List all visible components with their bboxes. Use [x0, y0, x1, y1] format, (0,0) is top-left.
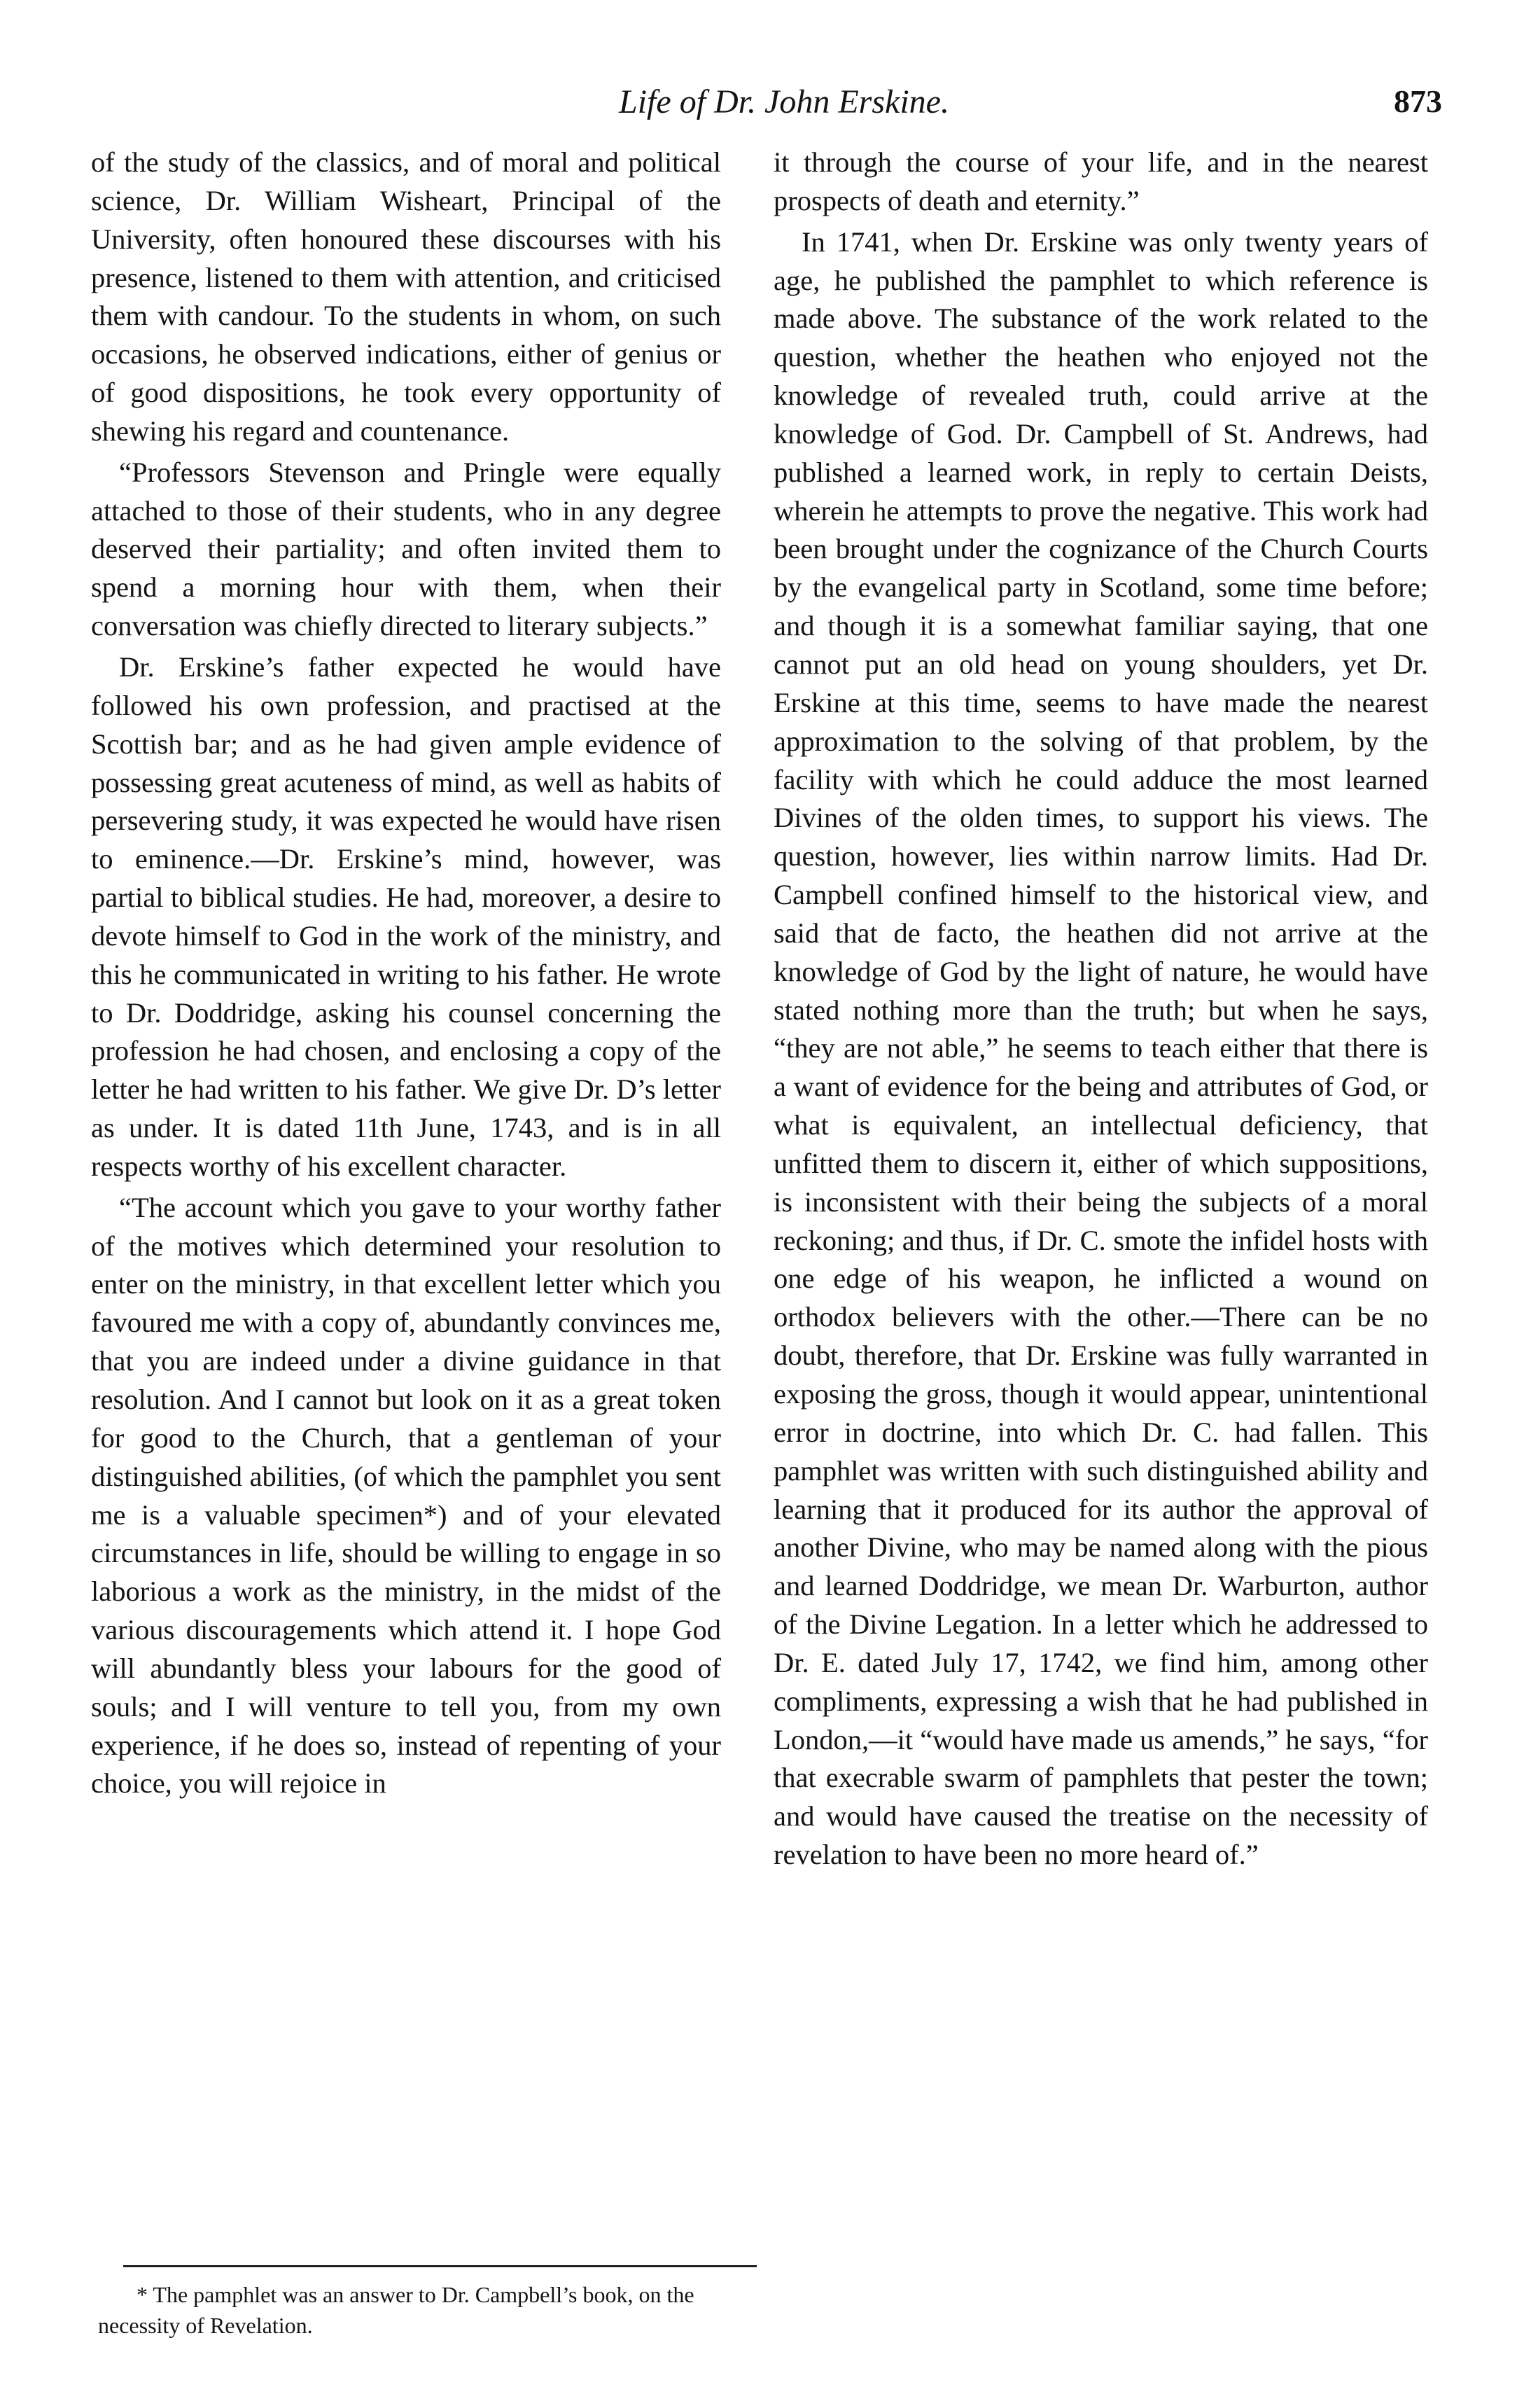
- paragraph: In 1741, when Dr. Erskine was only twenty years of age, he published the pamphlet to which reference is made above. The substance of the work related to the question, whether the heathen who enjoyed not the knowledge of revealed truth, could arrive at the knowledge of God. Dr. Campbell of St. Andrews, had published a learned work, in reply to certain Deists, wherein he attempts to prove the negative. This work had been brought under the cognizance of the Church Courts by the evangelical party in Scotland, some time before; and though it is a somewhat familiar saying, that one cannot put an old head on young shoulders, yet Dr. Erskine at this time, seems to have made the nearest approximation to the solving of that problem, by the facility with which he could adduce the most learned Divines of the olden times, to support his views. The question, however, lies within narrow limits. Had Dr. Campbell confined himself to the historical view, and said that de facto, the heathen did not arrive at the knowledge of God by the light of nature, he would have stated nothing more than the truth; but when he says, “they are not able,” he seems to teach either that there is a want of evidence for the being and attributes of God, or what is equivalent, an intellectual deficiency, that unfitted them to discern it, either of which suppositions, is inconsistent with their being the subjects of a moral reckoning; and thus, if Dr. C. smote the infidel hosts with one edge of his weapon, he inflicted a wound on orthodox believers with the other.—There can be no doubt, therefore, that Dr. Erskine was fully warranted in exposing the gross, though it would appear, unintentional error in doctrine, into which Dr. C. had fallen. This pamphlet was written with such distinguished ability and learning that it produced for its author the approval of another Divine, who may be named along with the pious and learned Doddridge, we mean Dr. Warburton, author of the Divine Legation. In a letter which he addressed to Dr. E. dated July 17, 1742, we find him, among other compliments, expressing a wish that he had published in London,—it “would have made us amends,” he says, “for that execrable swarm of pamphlets that pester the town; and would have caused the treatise on the necessity of revelation to have been no more heard of.”: [774, 225, 1428, 1871]
- paragraph: of the study of the classics, and of moral and political science, Dr. William Wisheart, Principal of the University, often honoured these discourses with his presence, listened to them with attention, and criticised them with candour. To the students in whom, on such occasions, he observed indications, either of genius or of good dispositions, he took every opportunity of shewing his regard and countenance.: [91, 146, 721, 447]
- footnote-rule: [123, 2265, 757, 2267]
- running-title: Life of Dr. John Erskine.: [619, 83, 949, 120]
- paragraph: “Professors Stevenson and Pringle were equally attached to those of their students, who in any degree deserved their partiality; and often invited them to spend a morning hour with them, when their conversation was chiefly directed to literary subjects.”: [91, 456, 721, 642]
- paragraph: “The account which you gave to your worthy father of the motives which determined your resolution to enter on the ministry, in that excellent letter which you favoured me with a copy of, abundantly convinces me, that you are indeed under a divine guidance in that resolution. And I cannot but look on it as a great token for good to the Church, that a gentleman of your distinguished abilities, (of which the pamphlet you sent me is a valuable specimen*) and of your elevated circumstances in life, should be willing to engage in so laborious a work as the ministry, in the midst of the various discouragements which attend it. I hope God will abundantly bless your labours for the good of souls; and I will venture to tell you, from my own experience, if he does so, instead of repenting of your choice, you will rejoice in: [91, 1191, 721, 1800]
- paragraph: it through the course of your life, and in the nearest prospects of death and eternity.”: [774, 146, 1428, 216]
- left-column: [91, 144, 721, 1806]
- footnote: * The pamphlet was an answer to Dr. Campbell’s book, on the necessity of Revelation.: [98, 2282, 694, 2338]
- page-number: 873: [1394, 83, 1442, 119]
- paragraph: Dr. Erskine’s father expected he would have followed his own profession, and practised at the Scottish bar; and as he had given ample evidence of possessing great acuteness of mind, as well as habits of persevering study, it was expected he would have risen to eminence.—Dr. Erskine’s mind, however, was partial to biblical studies. He had, moreover, a desire to devote himself to God in the work of the ministry, and this he communicated in writing to his father. He wrote to Dr. Doddridge, asking his counsel concerning the profession he had chosen, and enclosing a copy of the letter he had written to his father. We give Dr. D’s letter as under. It is dated 11th June, 1743, and is in all respects worthy of his excellent character.: [91, 650, 721, 1182]
- running-header: [126, 83, 1442, 132]
- right-column: [774, 144, 1428, 1877]
